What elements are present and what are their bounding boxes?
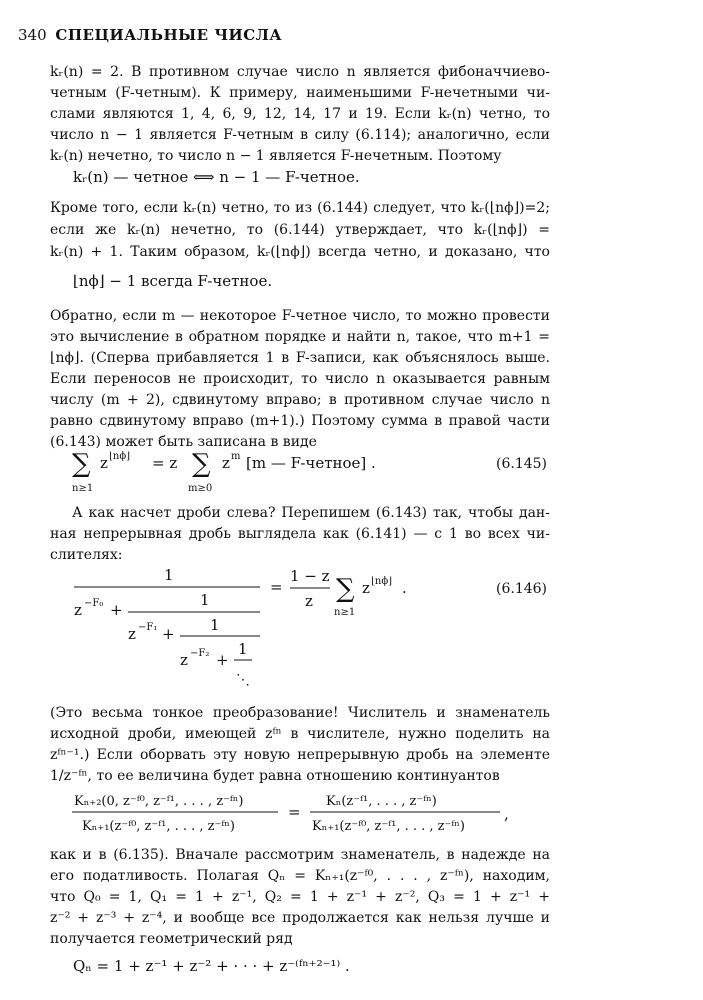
numerator-one: 1 <box>210 616 220 634</box>
sum-index: n≥1 <box>334 607 356 618</box>
math-operator: + <box>216 651 229 669</box>
sum-index: m≥0 <box>188 483 213 494</box>
numerator-one: 1 <box>164 566 174 584</box>
math-operator: + <box>110 601 123 619</box>
sum-index: n≥1 <box>72 483 94 494</box>
text-line: 1/z⁻ᶠⁿ, то ее величина будет равна отношению континуантов <box>50 768 500 784</box>
math-exponent: −F₁ <box>138 622 158 633</box>
text-line: как и в (6.135). Вначале рассмотрим знаменатель, в надежде на <box>50 847 550 863</box>
text-line: zᶠⁿ⁻¹.) Если оборвать эту новую непрерывную дробь на элементе <box>50 747 550 763</box>
math-term: z <box>222 454 230 472</box>
text-line: Обратно, если m — некоторое F-четное число, то можно провести <box>50 308 550 324</box>
equivalence-formula: kᵣ(n) — четное ⟺ n − 1 — F-четное. <box>73 168 360 186</box>
math-operator: = z <box>152 454 178 472</box>
text-line: kᵣ(n) = 2. В противном случае число n является фибоначчиево- <box>50 64 550 80</box>
text-line: Кроме того, если kᵣ(n) четно, то из (6.144) следует, что kᵣ(⌊nϕ⌋)=2; <box>50 200 550 216</box>
sum-symbol: ∑ <box>72 449 91 479</box>
rhs-denominator: Kₙ₊₁(z⁻ᶠ⁰, z⁻ᶠ¹, . . . , z⁻ᶠⁿ) <box>312 819 465 834</box>
text-line: это вычисление в обратном порядке и найти n, такое, что m+1 = <box>50 329 550 345</box>
text-line: А как насчет дроби слева? Перепишем (6.143) так, чтобы дан- <box>72 505 550 521</box>
math-term: z <box>74 601 82 619</box>
numerator-one: 1 <box>200 591 210 609</box>
rhs-denominator: z <box>305 592 313 610</box>
chapter-title: СПЕЦИАЛЬНЫЕ ЧИСЛА <box>55 26 283 44</box>
equation-number: (6.146) <box>496 581 548 597</box>
equation-number: (6.145) <box>496 456 548 472</box>
text-line: его податливость. Полагая Qₙ = Kₙ₊₁(z⁻ᶠ⁰, . . . , z⁻ᶠⁿ), находим, <box>50 868 550 884</box>
math-operator: , <box>504 805 509 823</box>
text-line: z⁻² + z⁻³ + z⁻⁴, и вообще все продолжается как нельзя лучше и <box>50 910 550 926</box>
math-exponent: m <box>231 451 241 462</box>
equation-6-146 <box>60 562 550 692</box>
continuant-ratio <box>60 786 550 838</box>
math-operator: = <box>270 578 283 596</box>
text-line: что Q₀ = 1, Q₁ = 1 + z⁻¹, Q₂ = 1 + z⁻¹ + z⁻², Q₃ = 1 + z⁻¹ + <box>50 889 550 905</box>
math-exponent: ⌊nϕ⌋ <box>109 451 131 462</box>
text-line: четным (F-четным). К примеру, наименьшими F-нечетными чи- <box>50 85 550 101</box>
text-line: число n − 1 является F-четным в силу (6.114); аналогично, если <box>50 127 550 143</box>
floor-statement: ⌊nϕ⌋ − 1 всегда F-четное. <box>73 272 273 290</box>
math-term: z <box>100 454 108 472</box>
math-exponent: ⌊nϕ⌋ <box>371 576 393 587</box>
text-line: (Это весьма тонкое преобразование! Числитель и знаменатель <box>50 705 550 721</box>
geometric-series-formula: Qₙ = 1 + z⁻¹ + z⁻² + · · · + z⁻⁽ᶠⁿ⁺²⁻¹⁾ . <box>73 957 350 975</box>
text-line: если же kᵣ(n) нечетно, то (6.144) утверждает, что kᵣ(⌊nϕ⌋) = <box>50 222 550 238</box>
iverson-bracket: [m — F-четное] . <box>246 454 376 472</box>
text-line: Если переносов не происходит, то число n оказывается равным <box>50 371 550 387</box>
text-line: (6.143) может быть записана в виде <box>50 434 317 450</box>
lhs-denominator: Kₙ₊₁(z⁻ᶠ⁰, z⁻ᶠ¹, . . . , z⁻ᶠⁿ) <box>82 819 235 834</box>
text-line: ная непрерывная дробь выглядела как (6.141) — с 1 во всех чи- <box>50 526 550 542</box>
math-exponent: −F₂ <box>190 648 210 659</box>
math-exponent: −F₀ <box>84 598 104 609</box>
math-operator: . <box>402 579 407 597</box>
numerator-one: 1 <box>238 640 248 658</box>
math-term: z <box>362 579 370 597</box>
page-number: 340 <box>18 26 47 44</box>
text-line: kᵣ(n) + 1. Таким образом, kᵣ(⌊nϕ⌋) всегда четно, и доказано, что <box>50 244 550 260</box>
text-line: получается геометрический ряд <box>50 931 293 947</box>
text-line: равно сдвинутому вправо (m+1).) Поэтому сумма в правой части <box>50 413 550 429</box>
text-line: kᵣ(n) нечетно, то число n − 1 является F-нечетным. Поэтому <box>50 148 502 164</box>
text-line: слами являются 1, 4, 6, 9, 12, 14, 17 и 19. Если kᵣ(n) четно, то <box>50 106 550 122</box>
equation-6-145 <box>60 444 550 494</box>
text-line: слителях: <box>50 547 123 563</box>
sum-symbol: ∑ <box>336 574 355 604</box>
math-operator: + <box>162 625 175 643</box>
math-term: z <box>128 625 136 643</box>
running-header <box>18 26 282 44</box>
math-term: z <box>180 651 188 669</box>
rhs-numerator: 1 − z <box>290 567 330 585</box>
math-operator: = <box>288 803 301 821</box>
text-line: исходной дроби, имеющей zᶠⁿ в числителе, нужно поделить на <box>50 726 550 742</box>
sum-symbol: ∑ <box>192 449 211 479</box>
rhs-numerator: Kₙ(z⁻ᶠ¹, . . . , z⁻ᶠⁿ) <box>326 794 437 809</box>
ellipsis: ⋱ <box>236 672 250 688</box>
text-line: ⌊nϕ⌋. (Сперва прибавляется 1 в F-записи, как объяснялось выше. <box>50 350 550 366</box>
lhs-numerator: Kₙ₊₂(0, z⁻ᶠ⁰, z⁻ᶠ¹, . . . , z⁻ᶠⁿ) <box>74 794 244 809</box>
text-line: числу (m + 2), сдвинутому вправо; в противном случае число n <box>50 392 550 408</box>
